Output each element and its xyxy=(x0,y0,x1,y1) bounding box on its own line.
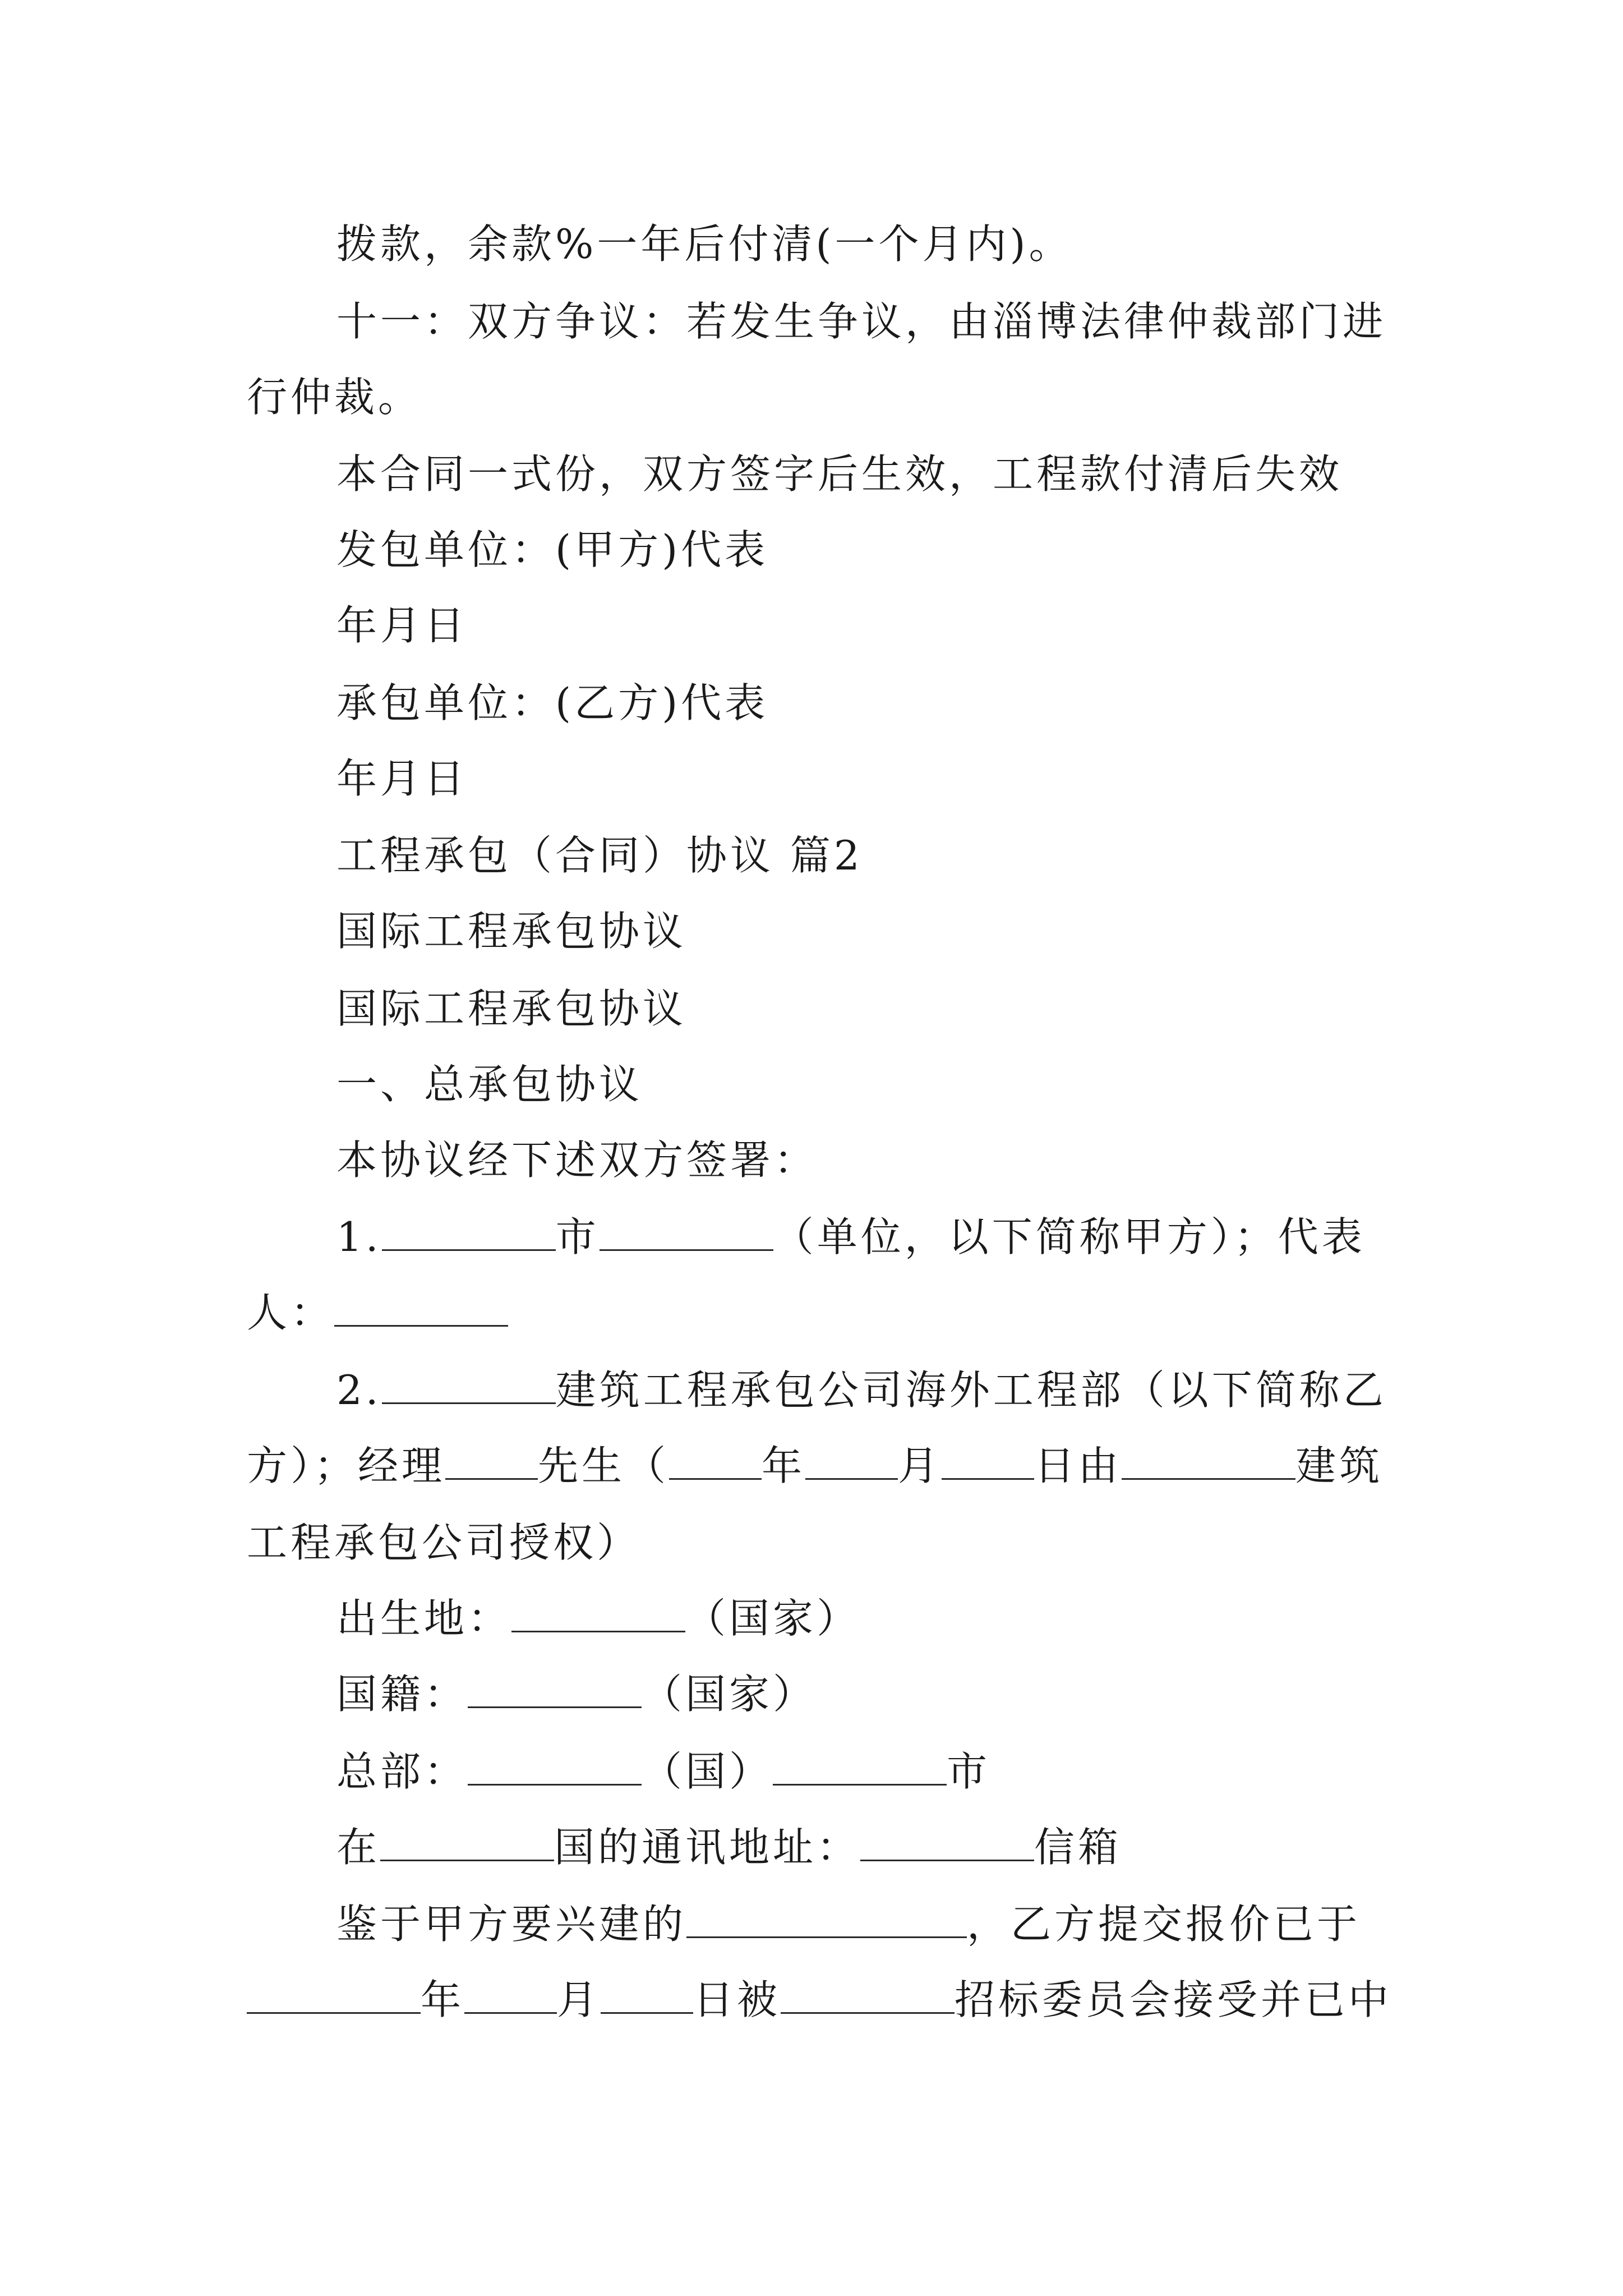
inline-text: 日被 xyxy=(693,1976,781,2023)
contractor-signature-line: 承包单位：(乙方)代表 xyxy=(336,679,769,726)
field-label: 国籍： xyxy=(336,1671,468,1718)
fill-in-blank xyxy=(445,1446,538,1480)
clause-eleven-line: 十一：双方争议：若发生争议，由淄博法律仲裁部门进 xyxy=(336,298,1387,345)
headquarters-line xyxy=(336,1738,1481,1805)
party-a-line xyxy=(336,1203,1481,1271)
inline-text: 人： xyxy=(247,1289,335,1336)
fill-in-blank xyxy=(781,1980,955,2014)
inline-text: 在 xyxy=(336,1824,381,1871)
inline-text: 月 xyxy=(557,1976,601,2023)
section-heading: 工程承包（合同）协议 篇2 xyxy=(336,832,863,879)
inline-text: 方）；经理 xyxy=(247,1442,446,1489)
document-title: 国际工程承包协议 xyxy=(336,908,687,955)
inline-text: 建筑 xyxy=(1295,1442,1384,1489)
inline-text: 市 xyxy=(555,1213,600,1260)
fill-in-blank xyxy=(334,1292,508,1327)
inline-text: 鉴于甲方要兴建的 xyxy=(336,1901,687,1948)
fill-in-blank xyxy=(805,1446,898,1480)
field-label: 总部： xyxy=(336,1748,468,1795)
inline-text: 日由 xyxy=(1034,1442,1122,1489)
party-b-manager-line xyxy=(247,1432,1391,1499)
fill-in-blank xyxy=(468,1674,642,1708)
paragraph-line: 拨款，余款%一年后付清(一个月内)。 xyxy=(336,220,1073,268)
fill-in-blank xyxy=(942,1446,1034,1480)
party-b-line xyxy=(336,1356,1481,1424)
inline-text: （国家） xyxy=(685,1595,861,1642)
fill-in-blank xyxy=(380,1827,554,1861)
inline-text: ，乙方提交报价已于 xyxy=(967,1901,1361,1948)
fill-in-blank xyxy=(1122,1446,1295,1480)
date-line: 年月日 xyxy=(336,755,468,802)
paragraph-line: 本协议经下述双方签署： xyxy=(336,1137,818,1184)
inline-text: （国家） xyxy=(642,1671,817,1718)
inline-text: 市 xyxy=(947,1748,991,1795)
inline-text: 招标委员会接受并已中 xyxy=(955,1976,1393,2023)
document-title: 国际工程承包协议 xyxy=(336,985,687,1032)
inline-text: （国） xyxy=(642,1748,773,1795)
item-number: 2. xyxy=(336,1366,382,1414)
paragraph-line: 行仲裁。 xyxy=(247,374,422,421)
fill-in-blank xyxy=(464,1980,557,2014)
fill-in-blank xyxy=(686,1904,967,1938)
inline-text: 先生（ xyxy=(538,1442,670,1489)
whereas-line xyxy=(336,1890,1481,1958)
party-a-rep-line xyxy=(247,1279,1391,1346)
address-line xyxy=(336,1814,1481,1881)
employer-signature-line: 发包单位：(甲方)代表 xyxy=(336,526,769,573)
fill-in-blank xyxy=(860,1827,1034,1861)
nationality-line xyxy=(336,1660,1481,1728)
party-b-authorized-line: 工程承包公司授权） xyxy=(247,1519,641,1566)
contract-copies-line: 本合同一式份，双方签字后生效，工程款付清后失效 xyxy=(336,450,1343,498)
inline-text: 建筑工程承包公司海外工程部（以下简称乙 xyxy=(555,1366,1387,1414)
item-number: 1. xyxy=(336,1213,382,1260)
date-line: 年月日 xyxy=(336,602,468,649)
section-heading: 一、总承包协议 xyxy=(336,1061,643,1108)
birthplace-line xyxy=(336,1585,1481,1652)
fill-in-blank xyxy=(511,1598,685,1632)
inline-text: 月 xyxy=(898,1442,942,1489)
fill-in-blank xyxy=(601,1980,693,2014)
fill-in-blank xyxy=(773,1751,947,1786)
inline-text: 信箱 xyxy=(1034,1824,1122,1871)
fill-in-blank xyxy=(382,1370,556,1404)
field-label: 出生地： xyxy=(336,1595,512,1642)
inline-text: 年 xyxy=(421,1976,465,2023)
fill-in-blank xyxy=(600,1217,773,1251)
fill-in-blank xyxy=(669,1446,762,1480)
fill-in-blank xyxy=(468,1751,642,1786)
inline-text: 国的通讯地址： xyxy=(554,1824,861,1871)
inline-text: （单位，以下简称甲方）；代表 xyxy=(773,1213,1366,1260)
fill-in-blank xyxy=(382,1217,556,1251)
inline-text: 年 xyxy=(762,1442,806,1489)
whereas-date-line xyxy=(247,1966,1391,2033)
fill-in-blank xyxy=(247,1980,421,2014)
